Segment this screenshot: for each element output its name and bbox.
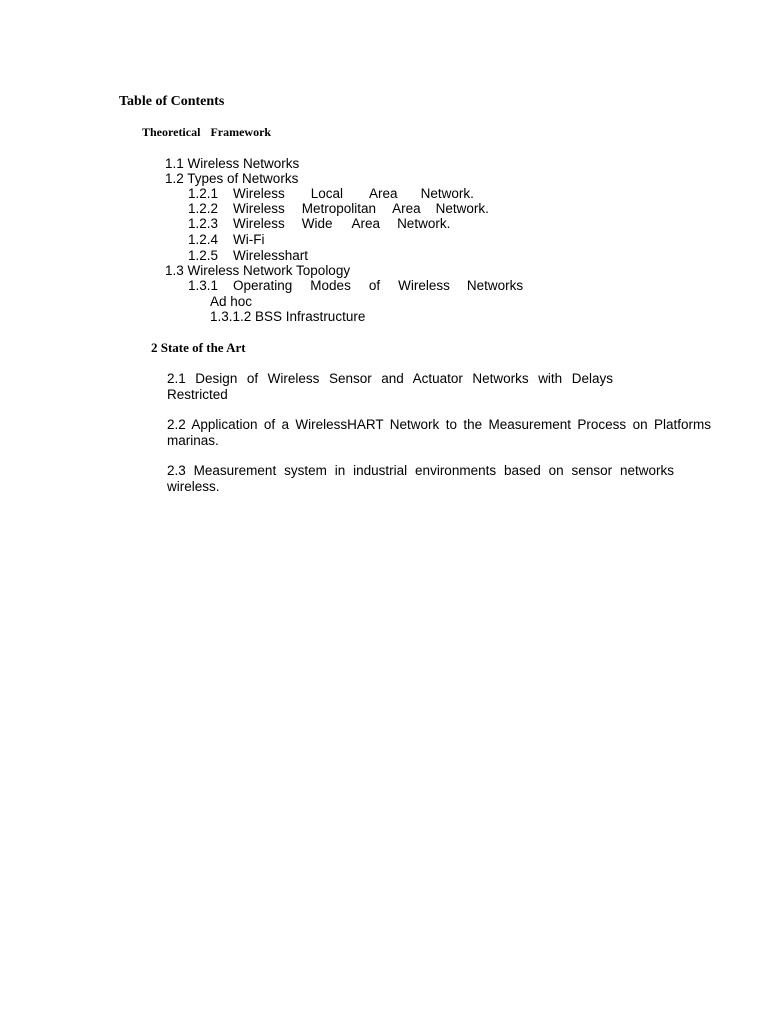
item-number: 1.2.2 bbox=[188, 201, 219, 216]
item-line: 2.2 Application of a WirelessHART Network to the Measurement Process on Platforms bbox=[167, 417, 711, 432]
item-word: Network. bbox=[397, 216, 451, 231]
item-word: Area bbox=[392, 201, 421, 216]
item-text bbox=[233, 278, 545, 294]
item-word: Metropolitan bbox=[301, 201, 377, 216]
item-line: 2.3 Measurement system in industrial environments based on sensor networks bbox=[167, 463, 674, 478]
section-2-heading: 2 State of the Art bbox=[151, 340, 246, 355]
item-word: Networks bbox=[466, 278, 524, 293]
toc-item-1-3-1 bbox=[188, 278, 545, 294]
toc-item-1-2-4 bbox=[188, 232, 286, 248]
item-number: 1.2.4 bbox=[188, 232, 219, 247]
toc-item-2-2 bbox=[167, 417, 711, 449]
item-word: Wireless bbox=[233, 201, 285, 216]
toc-item-1-2-1 bbox=[188, 186, 496, 202]
item-number: 1.3.1 bbox=[188, 278, 219, 293]
toc-item-1-2-5 bbox=[188, 248, 330, 264]
item-word: Network. bbox=[435, 201, 489, 216]
toc-item-1-3-1-2: 1.3.1.2 BSS Infrastructure bbox=[210, 309, 366, 324]
item-text bbox=[233, 216, 472, 232]
toc-item-1-2: 1.2 Types of Networks bbox=[165, 171, 299, 186]
item-word: Wireless bbox=[233, 186, 285, 201]
heading-word: Theoretical bbox=[142, 125, 201, 139]
toc-item-adhoc: Ad hoc bbox=[210, 294, 253, 309]
item-word: of bbox=[368, 278, 381, 293]
item-word: Area bbox=[369, 186, 398, 201]
item-word: Modes bbox=[310, 278, 351, 293]
item-word: Wide bbox=[301, 216, 333, 231]
item-word: Area bbox=[351, 216, 381, 231]
item-word: Local bbox=[310, 186, 344, 201]
item-word: Wirelesshart bbox=[233, 248, 309, 263]
item-number: 1.2.5 bbox=[188, 248, 219, 263]
item-line: Restricted bbox=[167, 387, 228, 402]
toc-title: Table of Contents bbox=[119, 94, 225, 109]
item-line: marinas. bbox=[167, 433, 219, 448]
item-number: 1.2.3 bbox=[188, 216, 219, 231]
toc-item-1-1: 1.1 Wireless Networks bbox=[165, 156, 300, 171]
toc-item-1-3: 1.3 Wireless Network Topology bbox=[165, 263, 351, 278]
item-line: wireless. bbox=[167, 479, 220, 494]
toc-item-2-1 bbox=[167, 371, 613, 403]
item-word: Wi-Fi bbox=[233, 232, 265, 247]
toc-item-2-3 bbox=[167, 463, 674, 495]
item-word: Wireless bbox=[398, 278, 450, 293]
item-word: Network. bbox=[420, 186, 474, 201]
item-word: Operating bbox=[233, 278, 293, 293]
item-text bbox=[233, 186, 496, 202]
heading-word: Framework bbox=[210, 125, 272, 139]
toc-item-1-2-3 bbox=[188, 216, 472, 232]
theoretical-framework-heading bbox=[142, 124, 271, 140]
item-text bbox=[233, 201, 511, 217]
item-text bbox=[233, 232, 286, 248]
item-number: 1.2.1 bbox=[188, 186, 219, 201]
item-text bbox=[233, 248, 330, 264]
item-word: Wireless bbox=[233, 216, 285, 231]
toc-item-1-2-2 bbox=[188, 201, 511, 217]
item-line: 2.1 Design of Wireless Sensor and Actuator Networks with Delays bbox=[167, 371, 613, 386]
